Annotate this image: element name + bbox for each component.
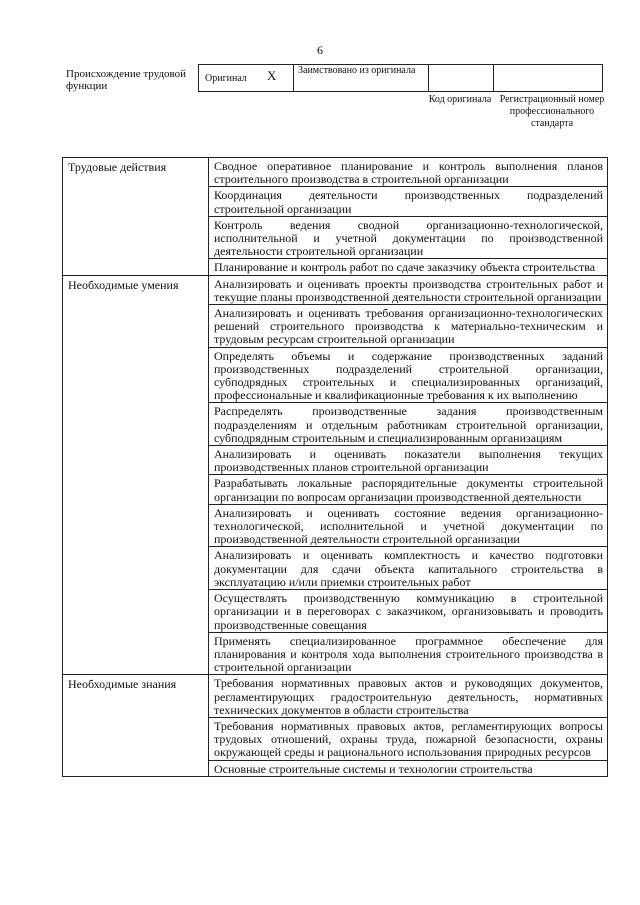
section-item: Требования нормативных правовых актов и руководящих документов, регламентирующих градостроительную деятельность, нормативных технических документов в области строительства [209,675,608,718]
section-item: Требования нормативных правовых актов, регламентирующих вопросы трудовых отношений, охраны труда, пожарной безопасности, охраны окружающей среды и рационального использования природных ресурсов [209,717,608,760]
section-item: Разрабатывать локальные распорядительные документы строительной организации по вопросам организации производственной деятельности [209,475,608,504]
section-item: Планирование и контроль работ по сдаче заказчику объекта строительства [209,259,608,275]
code-caption: Код оригинала [428,94,492,105]
code-cell [429,65,494,92]
section-item: Анализировать и оценивать показатели выполнения текущих производственных планов строительной организации [209,446,608,475]
section-item: Координация деятельности производственных подразделений строительной организации [209,187,608,216]
section-heading-actions: Трудовые действия [63,158,209,276]
section-item: Анализировать и оценивать состояние ведения организационно-технологической, исполнительной и учетной документации по производственной деятельности строительной организации [209,504,608,547]
origin-table [198,64,603,92]
table-row [63,675,608,718]
section-item: Применять специализированное программное обеспечение для планирования и контроля хода выполнения строительного производства в строительной организации [209,632,608,675]
reg-caption: Регистрационный номер профессионального стандарта [499,94,605,129]
section-item: Осуществлять производственную коммуникацию в строительной организации и в переговорах с заказчиком, организовывать и проводить производственные совещания [209,590,608,633]
section-item: Контроль ведения сводной организационно-технологической, исполнительной и учетной документации по производственной деятельности строительной организации [209,216,608,259]
table-row [63,158,608,187]
reg-number-cell [494,65,603,92]
original-mark: X [267,68,277,83]
original-label: Оригинал [205,73,247,84]
original-cell [199,65,294,92]
section-item: Основные строительные системы и технологии строительства [209,760,608,776]
table-row [63,275,608,304]
section-item: Анализировать и оценивать комплектность и качество подготовки документации для сдачи объекта капитального строительства в эксплуатацию и/или приемки строительных работ [209,547,608,590]
section-heading-knowledge: Необходимые знания [63,675,209,776]
section-item: Анализировать и оценивать проекты производства строительных работ и текущие планы производственной деятельности строительной организации [209,275,608,304]
borrowed-label: Заимствовано из оригинала [294,65,429,92]
section-item: Распределять производственные задания производственным подразделениям и отдельным работникам строительной организации, субподрядным строительным и специализированным организациям [209,403,608,446]
functions-table [62,157,608,777]
section-item: Анализировать и оценивать требования организационно-технологических решений строительного производства к материально-техническим и трудовым ресурсам строительной организации [209,305,608,348]
page-number: 6 [317,43,323,57]
section-item: Определять объемы и содержание производственных заданий производственных подразделений строительной организации, субподрядных строительных и специализированных организаций, профессиональные и квалификационные требования к их выполнению [209,347,608,403]
section-item: Сводное оперативное планирование и контроль выполнения планов строительного производства в строительной организации [209,158,608,187]
origin-label: Происхождение трудовой функции [66,68,187,92]
section-heading-skills: Необходимые умения [63,275,209,675]
